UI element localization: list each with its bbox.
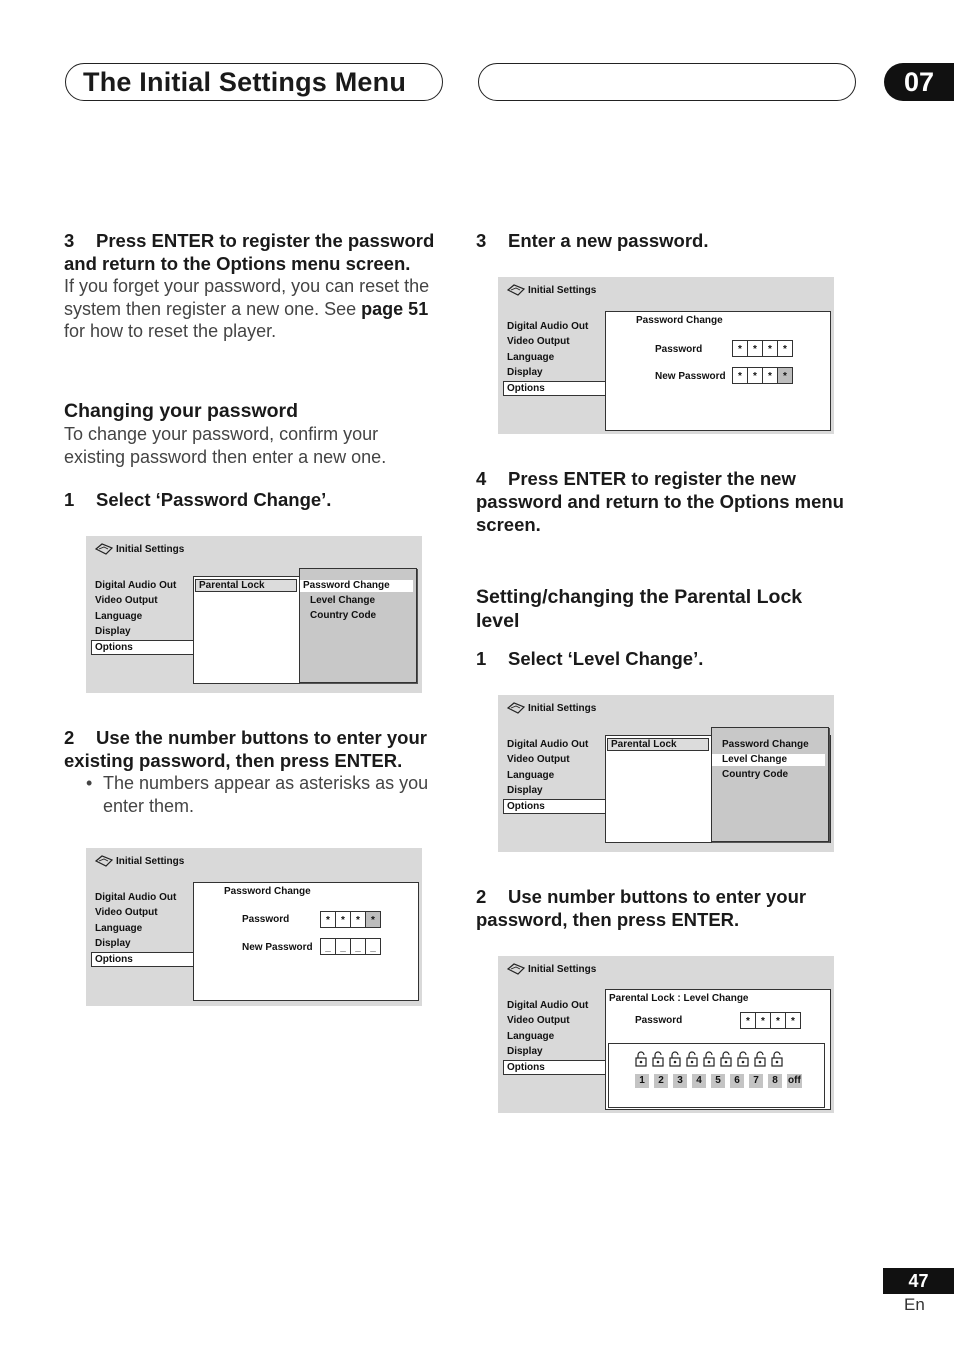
right-step1-title: 1 Select ‘Level Change’. xyxy=(476,648,704,669)
new-password-field[interactable]: _ _ _ _ xyxy=(321,938,381,955)
menu-digital-audio-out[interactable]: Digital Audio Out xyxy=(507,321,589,332)
menu-video-output[interactable]: Video Output xyxy=(507,336,570,347)
changing-password-heading: Changing your password xyxy=(64,400,299,422)
menu-display[interactable]: Display xyxy=(507,1046,543,1057)
screen-level-change-menu: Initial Settings Digital Audio Out Video Output Language Display Options Parental Lock Password Change Level Change Country Code xyxy=(498,695,834,852)
password-label: Password xyxy=(635,1015,683,1026)
submenu-level-change[interactable]: Level Change xyxy=(310,595,376,606)
new-password-label: New Password xyxy=(655,371,726,382)
lock-icon xyxy=(737,1051,749,1067)
left-step3-body: If you forget your password, you can reset the system then register a new one. See page 51 for how to reset the player. xyxy=(64,276,430,341)
right-step4-title: 4 Press ENTER to register the new password and return to the Options menu screen. xyxy=(476,468,844,535)
parental-lock-heading: Setting/changing the Parental Lock level xyxy=(476,586,803,632)
page-number: 47 xyxy=(883,1268,954,1294)
submenu-password-change[interactable]: Password Change xyxy=(300,580,413,592)
submenu-country-code[interactable]: Country Code xyxy=(310,610,377,621)
lock-icon xyxy=(720,1051,732,1067)
level-2[interactable]: 2 xyxy=(654,1074,668,1088)
screen-header: Initial Settings xyxy=(95,543,184,555)
changing-password-body: To change your password, confirm your existing password then enter a new one. xyxy=(64,424,387,467)
level-off[interactable]: off xyxy=(788,1075,801,1086)
password-change-title: Password Change xyxy=(636,315,723,326)
password-label: Password xyxy=(655,344,703,355)
menu-options[interactable]: Options xyxy=(503,381,606,396)
disc-icon xyxy=(507,963,525,975)
level-numbers[interactable] xyxy=(635,1074,802,1088)
lock-icon xyxy=(771,1051,783,1067)
menu-options[interactable]: Options xyxy=(91,640,194,655)
menu-options[interactable]: Options xyxy=(503,1060,606,1075)
menu-digital-audio-out[interactable]: Digital Audio Out xyxy=(507,1000,589,1011)
password-label: Password xyxy=(242,914,290,925)
level-6[interactable]: 6 xyxy=(730,1074,744,1088)
right-step3-title: 3 Enter a new password. xyxy=(476,230,709,251)
menu-parental-lock[interactable]: Parental Lock xyxy=(195,579,297,592)
submenu-country-code[interactable]: Country Code xyxy=(722,769,789,780)
lock-icon xyxy=(686,1051,698,1067)
menu-digital-audio-out[interactable]: Digital Audio Out xyxy=(507,739,589,750)
level-3[interactable]: 3 xyxy=(673,1074,687,1088)
menu-options[interactable]: Options xyxy=(503,799,606,814)
menu-display[interactable]: Display xyxy=(95,938,131,949)
chapter-number: 07 xyxy=(884,63,954,101)
menu-language[interactable]: Language xyxy=(95,611,143,622)
page-link: page 51 xyxy=(361,298,429,319)
password-field[interactable]: * * * * xyxy=(321,911,381,928)
disc-icon xyxy=(507,284,525,296)
menu-video-output[interactable]: Video Output xyxy=(507,754,570,765)
menu-display[interactable]: Display xyxy=(95,626,131,637)
lock-icon xyxy=(754,1051,766,1067)
level-7[interactable]: 7 xyxy=(749,1074,763,1088)
submenu-level-change[interactable]: Level Change xyxy=(712,754,825,766)
new-password-label: New Password xyxy=(242,942,313,953)
menu-digital-audio-out[interactable]: Digital Audio Out xyxy=(95,580,177,591)
lock-icon xyxy=(703,1051,715,1067)
new-password-field[interactable]: * * * * xyxy=(733,367,793,384)
page-language: En xyxy=(904,1295,925,1314)
screen-enter-new-password: Initial Settings Digital Audio Out Video Output Language Display Options Password Change Password * * * * New Password * * * * xyxy=(498,277,834,434)
left-step2-title: 2 Use the number buttons to enter your existing password, then press ENTER. xyxy=(64,727,427,771)
menu-display[interactable]: Display xyxy=(507,367,543,378)
screen-password-change-menu xyxy=(86,536,422,693)
menu-video-output[interactable]: Video Output xyxy=(507,1015,570,1026)
menu-video-output[interactable]: Video Output xyxy=(95,595,158,606)
level-change-title: Parental Lock : Level Change xyxy=(609,993,749,1004)
page-title: The Initial Settings Menu xyxy=(83,67,407,97)
disc-icon xyxy=(95,543,113,555)
left-step3-title: 3 Press ENTER to register the password and return to the Options menu screen. xyxy=(64,230,435,274)
left-step2-bullet: • The numbers appear as asterisks as you enter them. xyxy=(86,773,429,816)
lock-level-icons xyxy=(635,1051,783,1067)
right-step2-title: 2 Use number buttons to enter your password, then press ENTER. xyxy=(476,886,807,930)
level-5[interactable]: 5 xyxy=(711,1074,725,1088)
password-change-title: Password Change xyxy=(224,886,311,897)
screen-parental-lock-level: Initial Settings Digital Audio Out Video Output Language Display Options Parental Lock : Level Change Password * * * * 1 2 3 4 5 6 7 8 off xyxy=(498,956,834,1113)
lock-icon xyxy=(635,1051,647,1067)
menu-language[interactable]: Language xyxy=(507,352,555,363)
level-8[interactable]: 8 xyxy=(768,1074,782,1088)
screen-enter-existing-password: Initial Settings Digital Audio Out Video Output Language Display Options Password Change Password * * * * New Password _ _ _ _ xyxy=(86,848,422,1006)
menu-video-output[interactable]: Video Output xyxy=(95,907,158,918)
lock-icon xyxy=(652,1051,664,1067)
header-blank-frame xyxy=(478,63,856,101)
level-4[interactable]: 4 xyxy=(692,1074,706,1088)
lock-icon xyxy=(669,1051,681,1067)
submenu-password-change[interactable]: Password Change xyxy=(722,739,809,750)
disc-icon xyxy=(95,855,113,867)
menu-digital-audio-out[interactable]: Digital Audio Out xyxy=(95,892,177,903)
menu-options[interactable]: Options xyxy=(91,952,194,967)
menu-display[interactable]: Display xyxy=(507,785,543,796)
menu-language[interactable]: Language xyxy=(507,1031,555,1042)
password-field[interactable]: * * * * xyxy=(733,340,793,357)
menu-language[interactable]: Language xyxy=(95,923,143,934)
disc-icon xyxy=(507,702,525,714)
level-1[interactable]: 1 xyxy=(635,1074,649,1088)
password-field[interactable]: * * * * xyxy=(741,1012,801,1029)
menu-parental-lock[interactable]: Parental Lock xyxy=(607,738,709,751)
menu-language[interactable]: Language xyxy=(507,770,555,781)
left-step1-title: 1 Select ‘Password Change’. xyxy=(64,489,332,510)
